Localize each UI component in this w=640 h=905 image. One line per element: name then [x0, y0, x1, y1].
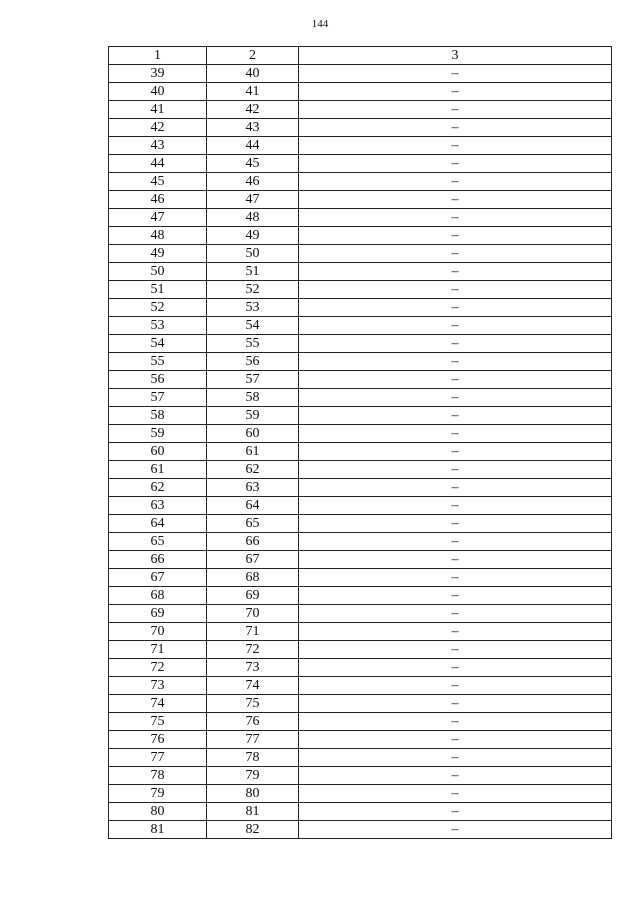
table-cell-col-3: – [299, 371, 612, 389]
table-cell-col-2: 58 [207, 389, 299, 407]
table-cell-col-3: – [299, 191, 612, 209]
table-cell-col-2: 74 [207, 677, 299, 695]
table-row [109, 569, 612, 587]
table-row [109, 281, 612, 299]
table-row [109, 515, 612, 533]
table-cell-col-3: – [299, 479, 612, 497]
table-cell-col-2: 70 [207, 605, 299, 623]
table-cell-col-1: 46 [109, 191, 207, 209]
table-cell-col-1: 58 [109, 407, 207, 425]
table-cell-col-3: – [299, 389, 612, 407]
table-cell-col-1: 76 [109, 731, 207, 749]
table-cell-col-3: – [299, 335, 612, 353]
table-cell-col-1: 64 [109, 515, 207, 533]
table-cell-col-1: 53 [109, 317, 207, 335]
table-cell-col-1: 49 [109, 245, 207, 263]
table-cell-col-1: 63 [109, 497, 207, 515]
table-cell-col-1: 73 [109, 677, 207, 695]
table-cell-col-1: 77 [109, 749, 207, 767]
table-row [109, 119, 612, 137]
table-cell-col-3: – [299, 299, 612, 317]
table-row [109, 695, 612, 713]
table-cell-col-1: 69 [109, 605, 207, 623]
table-cell-col-3: – [299, 641, 612, 659]
table-row [109, 263, 612, 281]
table-row [109, 785, 612, 803]
table-cell-col-1: 68 [109, 587, 207, 605]
table-row [109, 533, 612, 551]
table-cell-col-1: 48 [109, 227, 207, 245]
table-row [109, 227, 612, 245]
table-cell-col-3: – [299, 605, 612, 623]
table-cell-col-3: – [299, 209, 612, 227]
table-cell-col-3: – [299, 677, 612, 695]
table-row [109, 101, 612, 119]
table-cell-col-3: – [299, 497, 612, 515]
column-header-2: 2 [207, 47, 299, 65]
table-row [109, 659, 612, 677]
table-row [109, 821, 612, 839]
table-row [109, 713, 612, 731]
table-row [109, 389, 612, 407]
table-cell-col-3: – [299, 173, 612, 191]
table-header-row [109, 47, 612, 65]
table-cell-col-3: – [299, 785, 612, 803]
table-cell-col-3: – [299, 263, 612, 281]
table-cell-col-3: – [299, 137, 612, 155]
table-cell-col-1: 65 [109, 533, 207, 551]
table-row [109, 155, 612, 173]
table-cell-col-1: 70 [109, 623, 207, 641]
table-cell-col-2: 52 [207, 281, 299, 299]
table-cell-col-2: 51 [207, 263, 299, 281]
table-cell-col-2: 44 [207, 137, 299, 155]
table-cell-col-1: 47 [109, 209, 207, 227]
table-cell-col-1: 66 [109, 551, 207, 569]
table-cell-col-2: 61 [207, 443, 299, 461]
table-row [109, 767, 612, 785]
table-row [109, 335, 612, 353]
table-cell-col-2: 55 [207, 335, 299, 353]
table-row [109, 551, 612, 569]
table-row [109, 641, 612, 659]
table-cell-col-1: 43 [109, 137, 207, 155]
table-cell-col-2: 53 [207, 299, 299, 317]
table-cell-col-3: – [299, 623, 612, 641]
table-cell-col-1: 45 [109, 173, 207, 191]
table-cell-col-3: – [299, 353, 612, 371]
table-cell-col-3: – [299, 569, 612, 587]
table-cell-col-1: 74 [109, 695, 207, 713]
table-cell-col-3: – [299, 659, 612, 677]
table-cell-col-1: 51 [109, 281, 207, 299]
table-cell-col-2: 48 [207, 209, 299, 227]
table-cell-col-1: 56 [109, 371, 207, 389]
table-cell-col-3: – [299, 227, 612, 245]
table-cell-col-3: – [299, 65, 612, 83]
table-cell-col-2: 66 [207, 533, 299, 551]
table-cell-col-1: 62 [109, 479, 207, 497]
table-cell-col-3: – [299, 407, 612, 425]
table-cell-col-2: 80 [207, 785, 299, 803]
table-cell-col-2: 79 [207, 767, 299, 785]
table-row [109, 407, 612, 425]
table-cell-col-1: 41 [109, 101, 207, 119]
table-cell-col-2: 47 [207, 191, 299, 209]
table-cell-col-2: 82 [207, 821, 299, 839]
table-row [109, 353, 612, 371]
table-cell-col-2: 43 [207, 119, 299, 137]
table-row [109, 191, 612, 209]
table-cell-col-2: 62 [207, 461, 299, 479]
table-cell-col-3: – [299, 587, 612, 605]
table-cell-col-3: – [299, 551, 612, 569]
table-cell-col-3: – [299, 821, 612, 839]
table-row [109, 623, 612, 641]
table-cell-col-2: 77 [207, 731, 299, 749]
table-cell-col-3: – [299, 245, 612, 263]
page-number: 144 [311, 18, 329, 30]
table-cell-col-2: 40 [207, 65, 299, 83]
table-row [109, 731, 612, 749]
table-cell-col-2: 60 [207, 425, 299, 443]
table-cell-col-2: 68 [207, 569, 299, 587]
table-row [109, 587, 612, 605]
table-cell-col-1: 79 [109, 785, 207, 803]
table-cell-col-2: 49 [207, 227, 299, 245]
table-row [109, 137, 612, 155]
table-cell-col-2: 81 [207, 803, 299, 821]
table-cell-col-1: 80 [109, 803, 207, 821]
table-cell-col-3: – [299, 101, 612, 119]
table-cell-col-3: – [299, 83, 612, 101]
table-cell-col-1: 81 [109, 821, 207, 839]
table-cell-col-3: – [299, 695, 612, 713]
table-cell-col-1: 44 [109, 155, 207, 173]
table-cell-col-1: 71 [109, 641, 207, 659]
table-cell-col-3: – [299, 461, 612, 479]
table-cell-col-3: – [299, 767, 612, 785]
column-header-3: 3 [299, 47, 612, 65]
table-cell-col-2: 42 [207, 101, 299, 119]
table-cell-col-2: 57 [207, 371, 299, 389]
table-cell-col-3: – [299, 443, 612, 461]
table-cell-col-1: 52 [109, 299, 207, 317]
table-cell-col-1: 50 [109, 263, 207, 281]
table-row [109, 209, 612, 227]
column-header-1: 1 [109, 47, 207, 65]
table-row [109, 245, 612, 263]
table-row [109, 83, 612, 101]
table-cell-col-1: 60 [109, 443, 207, 461]
table-cell-col-3: – [299, 425, 612, 443]
table-row [109, 425, 612, 443]
table-cell-col-2: 63 [207, 479, 299, 497]
table-cell-col-3: – [299, 731, 612, 749]
table-cell-col-2: 41 [207, 83, 299, 101]
table-cell-col-3: – [299, 803, 612, 821]
table-cell-col-3: – [299, 155, 612, 173]
table-cell-col-2: 67 [207, 551, 299, 569]
table-row [109, 443, 612, 461]
table-cell-col-2: 76 [207, 713, 299, 731]
table-row [109, 317, 612, 335]
table-cell-col-1: 78 [109, 767, 207, 785]
table-cell-col-3: – [299, 533, 612, 551]
table-cell-col-1: 42 [109, 119, 207, 137]
table-row [109, 677, 612, 695]
table-cell-col-3: – [299, 749, 612, 767]
table-row [109, 749, 612, 767]
table-cell-col-3: – [299, 515, 612, 533]
table-cell-col-1: 57 [109, 389, 207, 407]
table-cell-col-2: 65 [207, 515, 299, 533]
table-row [109, 461, 612, 479]
table-cell-col-1: 72 [109, 659, 207, 677]
table-cell-col-2: 69 [207, 587, 299, 605]
table-row [109, 173, 612, 191]
table-cell-col-1: 54 [109, 335, 207, 353]
table-row [109, 371, 612, 389]
table-cell-col-3: – [299, 281, 612, 299]
table-row [109, 479, 612, 497]
table-row [109, 605, 612, 623]
table-cell-col-2: 46 [207, 173, 299, 191]
table-cell-col-2: 56 [207, 353, 299, 371]
data-table [108, 46, 612, 839]
table-body [109, 47, 612, 839]
table-cell-col-1: 40 [109, 83, 207, 101]
table-cell-col-1: 59 [109, 425, 207, 443]
table-cell-col-2: 54 [207, 317, 299, 335]
table-cell-col-2: 45 [207, 155, 299, 173]
table-cell-col-2: 78 [207, 749, 299, 767]
table-cell-col-2: 75 [207, 695, 299, 713]
table-cell-col-1: 39 [109, 65, 207, 83]
table-cell-col-3: – [299, 713, 612, 731]
table-cell-col-2: 73 [207, 659, 299, 677]
table-cell-col-3: – [299, 317, 612, 335]
table-cell-col-2: 71 [207, 623, 299, 641]
table-cell-col-2: 59 [207, 407, 299, 425]
table-cell-col-3: – [299, 119, 612, 137]
table-cell-col-1: 67 [109, 569, 207, 587]
table-row [109, 803, 612, 821]
table-cell-col-1: 75 [109, 713, 207, 731]
table-cell-col-1: 55 [109, 353, 207, 371]
table-row [109, 299, 612, 317]
table-cell-col-2: 72 [207, 641, 299, 659]
table-cell-col-2: 50 [207, 245, 299, 263]
table-cell-col-1: 61 [109, 461, 207, 479]
table-row [109, 497, 612, 515]
table-cell-col-2: 64 [207, 497, 299, 515]
table-row [109, 65, 612, 83]
